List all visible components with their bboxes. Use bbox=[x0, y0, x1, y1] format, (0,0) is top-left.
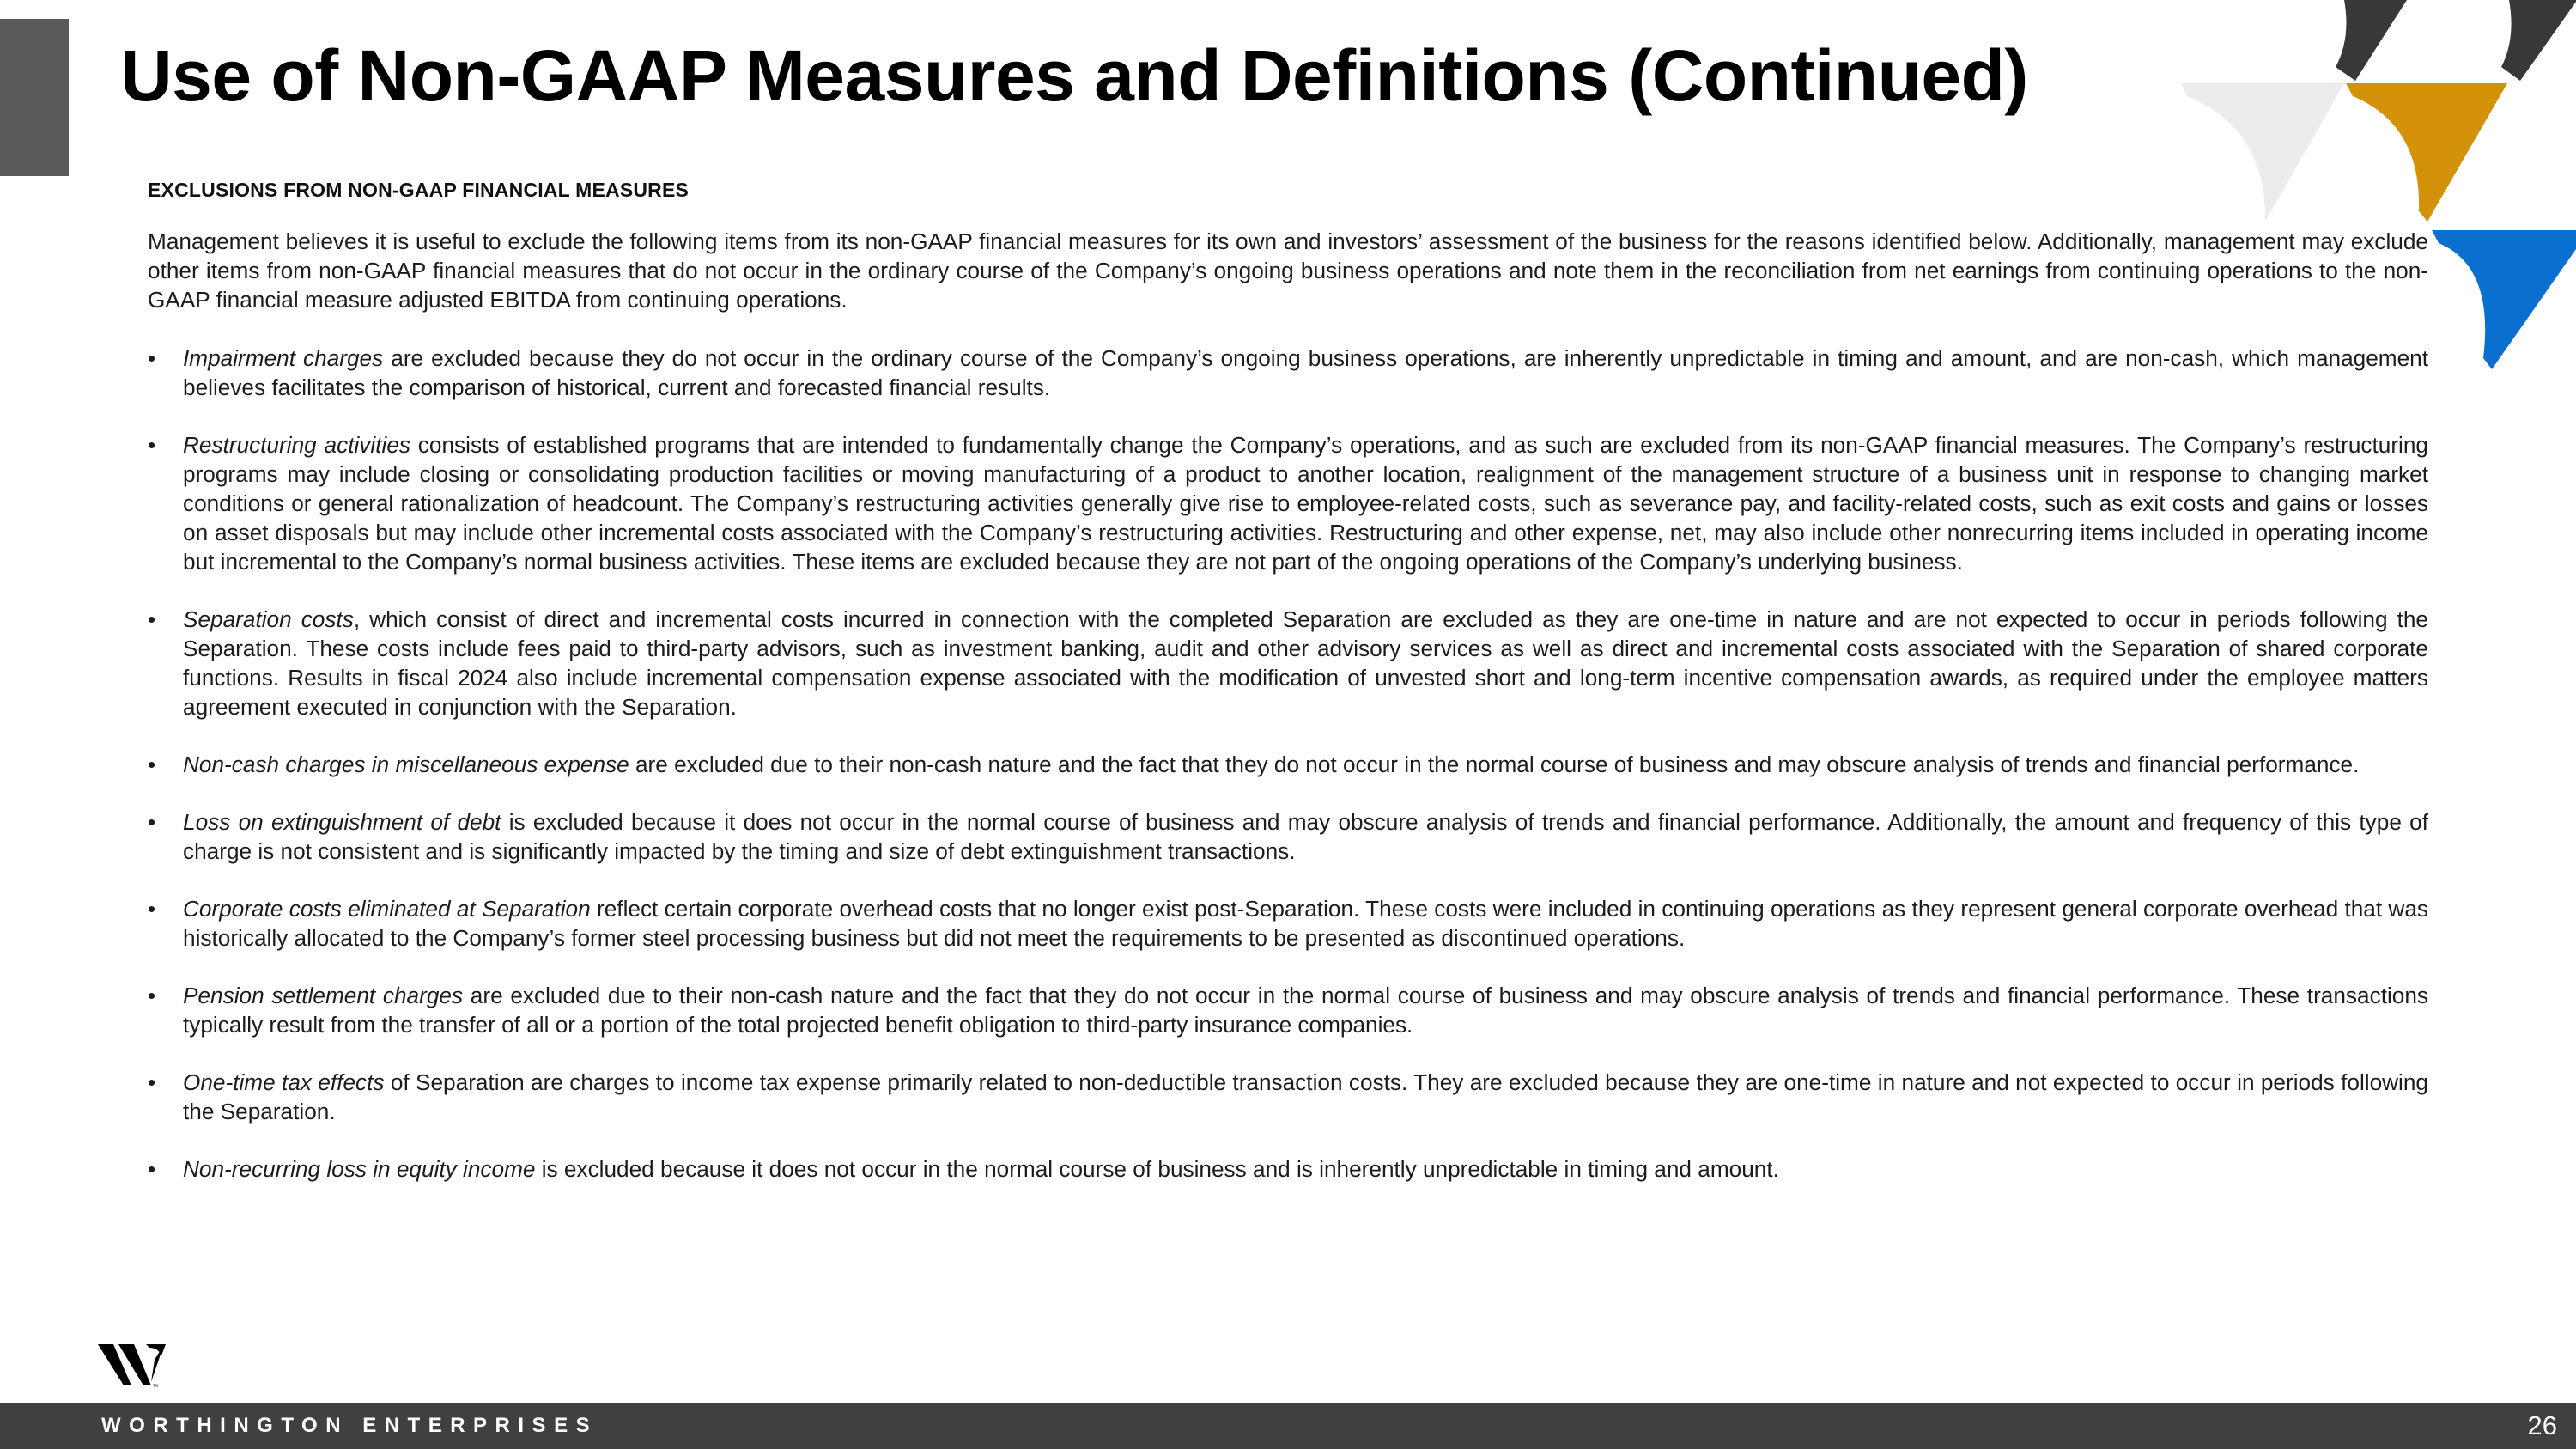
title-accent-bar bbox=[0, 19, 69, 176]
item-term: Impairment charges bbox=[183, 345, 384, 371]
list-item-one-time-tax-effects bbox=[148, 1068, 2428, 1126]
item-term: Non-cash charges in miscellaneous expense bbox=[183, 752, 629, 777]
footer-bar bbox=[0, 1403, 2576, 1449]
item-term: Pension settlement charges bbox=[183, 983, 464, 1008]
item-text: is excluded because it does not occur in the normal course of business and may obscure analysis of trends and financial performance. Additionally, the amount and frequency of this type of charge is not consistent and is significantly impacted by the timing and size of debt extinguishment transactions. bbox=[183, 809, 2429, 864]
item-text: are excluded because they do not occur in the ordinary course of the Company’s ongoing business operations, are inherently unpredictable in timing and amount, and are non-cash, which management believes facilitates the comparison of historical, current and forecasted financial results. bbox=[183, 345, 2428, 400]
item-text: reflect certain corporate overhead costs that no longer exist post-Separation. These costs were included in continuing operations as they represent general corporate overhead that was historically allocated to the Company’s former steel processing business but did not meet the requirements to be presented as discontinued operations. bbox=[183, 896, 2429, 951]
bullet-icon: • bbox=[148, 432, 156, 458]
bullet-icon: • bbox=[148, 809, 156, 835]
list-item-non-recurring-loss bbox=[148, 1154, 2428, 1184]
list-item-corporate-costs bbox=[148, 894, 2428, 953]
item-text: of Separation are charges to income tax expense primarily related to non-deductible transaction costs. They are excluded because they are one-time in nature and not expected to occur in periods following the Separation. bbox=[183, 1069, 2429, 1124]
item-term: Non-recurring loss in equity income bbox=[183, 1156, 536, 1182]
company-name: WORTHINGTON ENTERPRISES bbox=[101, 1414, 598, 1437]
item-text: consists of established programs that are intended to fundamentally change the Company’s operations, and as such are excluded from its non-GAAP financial measures. The Company’s restructuring programs may include closing or consolidating production facilities or moving manufacturing of a product to another location, realignment of the management structure of a business unit in response to changing market conditions or general rationalization of headcount. The Company’s restructuring activities generally give rise to employee-related costs, such as severance pay, and facility-related costs, such as exit costs and gains or losses on asset disposals but may include other incremental costs associated with the Company’s restructuring activities. Restructuring and other expense, net, may also include other nonrecurring items included in operating income but incremental to the Company’s normal business activities. These items are excluded because they are not part of the ongoing operations of the Company’s underlying business. bbox=[183, 432, 2428, 575]
exclusions-section bbox=[148, 175, 2428, 1212]
list-item-pension-settlement bbox=[148, 981, 2428, 1039]
bullet-icon: • bbox=[148, 1156, 156, 1182]
bullet-icon: • bbox=[148, 606, 156, 632]
item-text: , which consist of direct and incremental costs incurred in connection with the completed Separation are excluded as they are one-time in nature and are not expected to occur in periods following the Separation. These costs include fees paid to third-party advisors, such as investment banking, audit and other advisory services as well as direct and incremental costs associated with the Separation of shared corporate functions. Results in fiscal 2024 also include incremental compensation expense associated with the modification of unvested short and long-term incentive compensation awards, as required under the employee matters agreement executed in conjunction with the Separation. bbox=[183, 606, 2428, 720]
intro-paragraph: Management believes it is useful to exclude the following items from its non-GAAP financial measures for its own and investors’ assessment of the business for the reasons identified below. Additionally, management may exclude other items from non-GAAP financial measures that do not occur in the ordinary course of the Company’s ongoing business operations and note them in the reconciliation from net earnings from continuing operations to the non-GAAP financial measure adjusted EBITDA from continuing operations. bbox=[148, 228, 2428, 313]
list-item-restructuring-activities bbox=[148, 430, 2428, 576]
item-term: Corporate costs eliminated at Separation bbox=[183, 896, 591, 922]
list-item-impairment-charges bbox=[148, 344, 2428, 402]
svg-text:TM: TM bbox=[153, 1384, 158, 1388]
bullet-icon: • bbox=[148, 983, 156, 1008]
list-item-separation-costs bbox=[148, 605, 2428, 721]
item-text: is excluded because it does not occur in the normal course of business and is inherently unpredictable in timing and amount. bbox=[535, 1156, 1779, 1182]
item-term: Loss on extinguishment of debt bbox=[183, 809, 501, 835]
list-item-non-cash-charges bbox=[148, 750, 2428, 779]
item-term: Restructuring activities bbox=[183, 432, 410, 458]
list-item-loss-on-extinguishment bbox=[148, 807, 2428, 866]
bullet-icon: • bbox=[148, 896, 156, 922]
section-heading: EXCLUSIONS FROM NON-GAAP FINANCIAL MEASURES bbox=[148, 179, 690, 201]
item-term: One-time tax effects bbox=[183, 1069, 385, 1095]
exclusions-list bbox=[148, 344, 2428, 1184]
item-text: are excluded due to their non-cash nature and the fact that they do not occur in the normal course of business and may obscure analysis of trends and financial performance. These transactions typically result from the transfer of all or a portion of the total projected benefit obligation to third-party insurance companies. bbox=[183, 983, 2429, 1038]
item-term: Separation costs bbox=[183, 606, 354, 632]
bullet-icon: • bbox=[148, 345, 156, 371]
page-title: Use of Non-GAAP Measures and Definitions (Continued) bbox=[120, 35, 2028, 116]
bullet-icon: • bbox=[148, 1069, 156, 1095]
bullet-icon: • bbox=[148, 752, 156, 777]
worthington-logo-icon bbox=[96, 1341, 182, 1389]
page-number: 26 bbox=[2527, 1410, 2557, 1440]
item-text: are excluded due to their non-cash nature and the fact that they do not occur in the normal course of business and may obscure analysis of trends and financial performance. bbox=[629, 752, 2360, 777]
